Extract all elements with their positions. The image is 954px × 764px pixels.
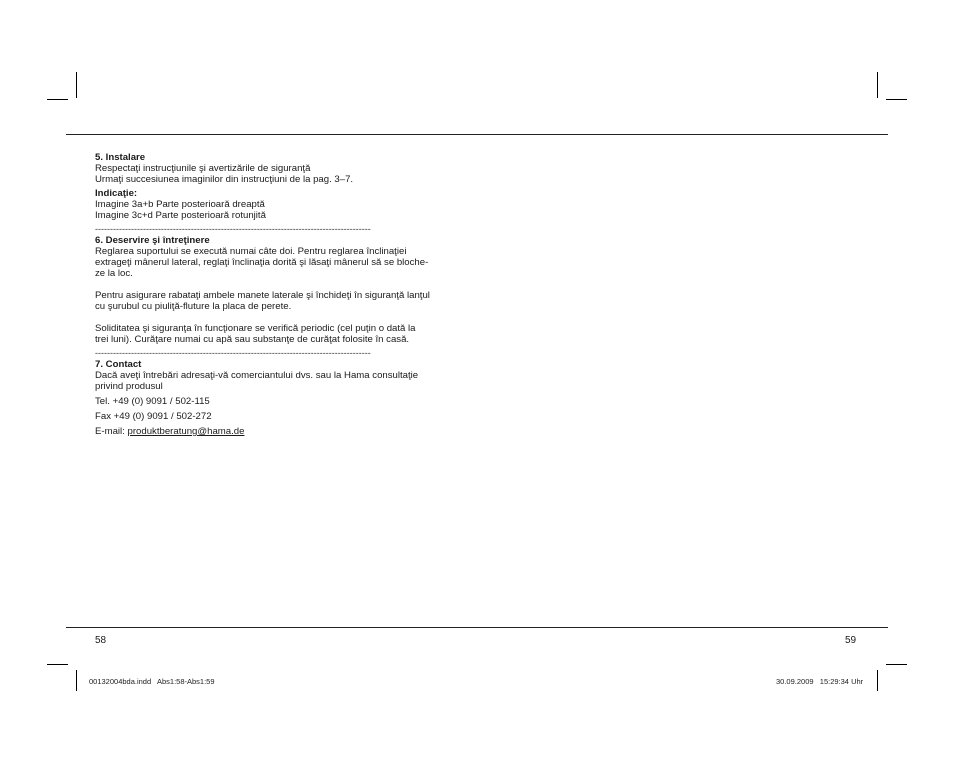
body-line: Pentru asigurare rabataţi ambele manete laterale şi închideţi în siguranţă lanţul [95, 290, 430, 301]
crop-mark [76, 670, 77, 691]
page-content [95, 152, 465, 437]
dashed-separator: -------------------------------------------------------------------------------------------- [95, 348, 371, 358]
crop-mark [877, 72, 878, 98]
phone-number: Tel. +49 (0) 9091 / 502-115 [95, 396, 210, 407]
bottom-rule [66, 627, 888, 628]
note-heading: Indicaţie: [95, 188, 138, 199]
crop-mark [76, 72, 77, 98]
page-number-right: 59 [845, 635, 857, 646]
body-line: Reglarea suportului se execută numai câte doi. Pentru reglarea înclinaţiei [95, 246, 407, 257]
crop-mark [886, 664, 907, 665]
body-line: Respectaţi instrucţiunile şi avertizările de siguranţă [95, 163, 311, 174]
body-line: Dacă aveţi întrebări adresaţi-vă comerciantului dvs. sau la Hama consultaţie [95, 370, 419, 381]
email-link[interactable]: produktberatung@hama.de [127, 426, 245, 437]
page-number-left: 58 [95, 635, 107, 646]
top-rule [66, 134, 888, 135]
section-heading-maintenance: 6. Deservire şi întreţinere [95, 235, 210, 246]
email-line [95, 426, 465, 437]
crop-mark [877, 670, 878, 691]
dashed-separator: -------------------------------------------------------------------------------------------- [95, 224, 371, 234]
email-label: E-mail: [95, 426, 128, 437]
section-heading-contact: 7. Contact [95, 359, 142, 370]
slug-timestamp: 30.09.2009 15:29:34 Uhr [776, 677, 864, 686]
crop-mark [47, 99, 68, 100]
crop-mark [886, 99, 907, 100]
body-line: Soliditatea şi siguranţa în funcţionare se verifică periodic (cel puţin o dată la [95, 323, 416, 334]
body-line: cu şurubul cu piuliţă-fluture la placa de perete. [95, 301, 292, 312]
body-line: privind produsul [95, 381, 163, 392]
body-line: trei luni). Curăţare numai cu apă sau substanţe de curăţat folosite în casă. [95, 334, 410, 345]
section-heading-installation: 5. Instalare [95, 152, 146, 163]
body-line: Imagine 3c+d Parte posterioară rotunjită [95, 210, 266, 221]
body-line: Imagine 3a+b Parte posterioară dreaptă [95, 199, 265, 210]
crop-mark [47, 664, 68, 665]
fax-number: Fax +49 (0) 9091 / 502-272 [95, 411, 212, 422]
body-line: extrageţi mânerul lateral, reglaţi înclinaţia dorită şi lăsaţi mânerul să se bloche- [95, 257, 429, 268]
slug-file-info: 00132004bda.indd Abs1:58-Abs1:59 [89, 677, 215, 686]
body-line: ze la loc. [95, 268, 133, 279]
body-line: Urmaţi succesiunea imaginilor din instrucţiuni de la pag. 3–7. [95, 174, 354, 185]
